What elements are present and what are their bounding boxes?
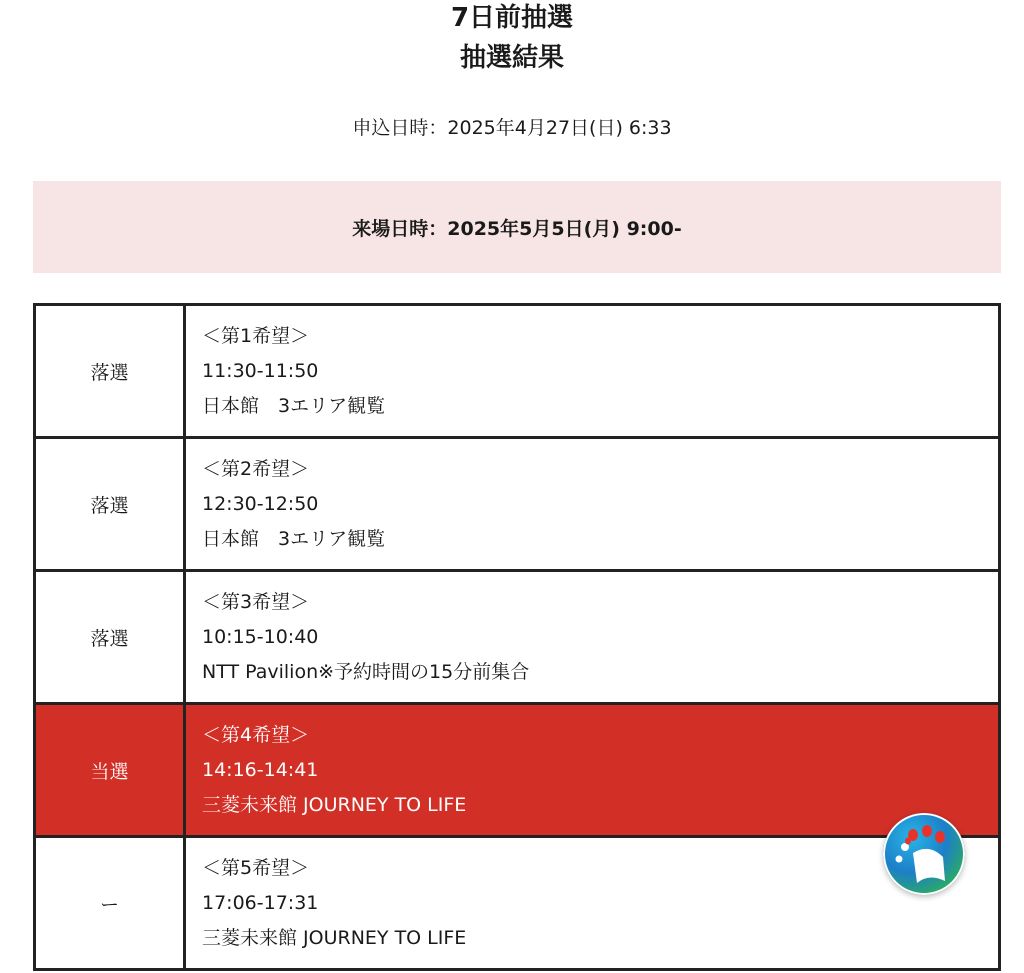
visit-datetime: 来場日時：2025年5月5日(月) 9:00- (352, 217, 682, 240)
page-title-results: 抽選結果 (459, 43, 564, 73)
table-row (35, 837, 1000, 970)
result-status: ー (35, 837, 185, 970)
table-row-won (35, 704, 1000, 837)
result-detail (185, 704, 1000, 837)
result-status: 落選 (35, 571, 185, 704)
paw-mascot-icon[interactable] (883, 813, 965, 895)
paw-mascot-graphic (883, 813, 965, 895)
pavilion-name: 三菱未来館 JOURNEY TO LIFE (202, 793, 467, 816)
lottery-results-table (33, 303, 1001, 971)
result-status: 当選 (35, 704, 185, 837)
table-row (35, 571, 1000, 704)
choice-rank: ＜第3希望＞ (202, 590, 310, 613)
choice-rank: ＜第5希望＞ (202, 856, 310, 879)
pavilion-name: NTT Pavilion※予約時間の15分前集合 (202, 660, 530, 683)
table-row (35, 438, 1000, 571)
table-row (35, 305, 1000, 438)
choice-rank: ＜第1希望＞ (202, 324, 310, 347)
result-detail (185, 438, 1000, 571)
pavilion-name: 日本館 3エリア観覧 (202, 527, 386, 550)
choice-rank: ＜第4希望＞ (202, 723, 310, 746)
choice-rank: ＜第2希望＞ (202, 457, 310, 480)
time-slot: 14:16-14:41 (202, 758, 319, 781)
pavilion-name: 三菱未来館 JOURNEY TO LIFE (202, 926, 467, 949)
result-detail (185, 571, 1000, 704)
result-detail (185, 305, 1000, 438)
page-title-lottery-type: 7日前抽選 (450, 3, 574, 33)
time-slot: 10:15-10:40 (202, 625, 319, 648)
result-detail (185, 837, 1000, 970)
pavilion-name: 日本館 3エリア観覧 (202, 394, 386, 417)
visit-datetime-banner (33, 181, 1001, 273)
page-header (0, 0, 1024, 78)
time-slot: 17:06-17:31 (202, 891, 319, 914)
result-status: 落選 (35, 305, 185, 438)
time-slot: 12:30-12:50 (202, 492, 319, 515)
time-slot: 11:30-11:50 (202, 359, 319, 382)
application-datetime: 申込日時：2025年4月27日(日) 6:33 (352, 117, 672, 139)
result-status: 落選 (35, 438, 185, 571)
